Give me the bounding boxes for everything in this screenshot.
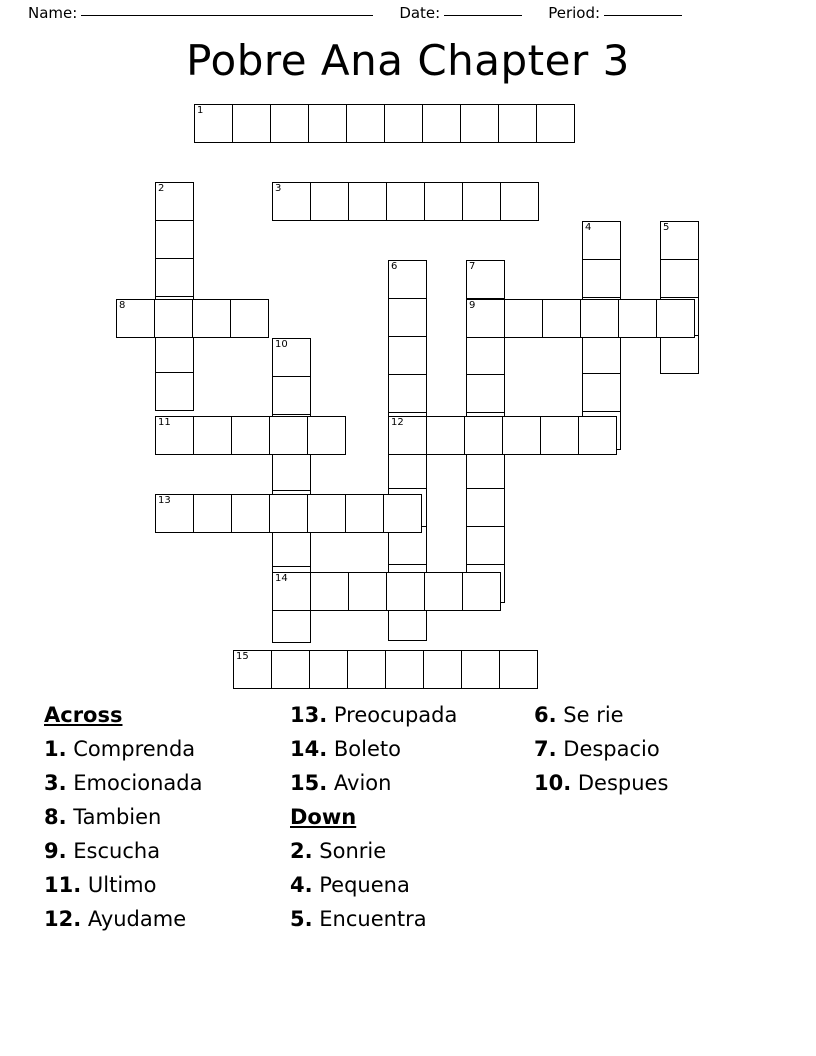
crossword-cell[interactable] (231, 416, 270, 455)
crossword-cell[interactable] (540, 416, 579, 455)
crossword-cell[interactable] (116, 299, 155, 338)
across-heading: Across (44, 703, 123, 727)
clue-number: 6. (534, 703, 557, 727)
crossword-cell[interactable] (582, 259, 621, 298)
crossword-cell[interactable] (466, 526, 505, 565)
cell-number: 13 (158, 495, 171, 506)
crossword-cell[interactable] (422, 104, 461, 143)
crossword-cell[interactable] (155, 416, 194, 455)
clue-item (44, 868, 284, 902)
clue-text: Comprenda (66, 737, 196, 761)
crossword-cell[interactable] (346, 104, 385, 143)
crossword-cell[interactable] (383, 494, 422, 533)
crossword-cell[interactable] (310, 572, 349, 611)
crossword-cell[interactable] (384, 104, 423, 143)
crossword-cell[interactable] (233, 650, 272, 689)
crossword-cell[interactable] (269, 494, 308, 533)
cell-number: 1 (197, 105, 204, 116)
crossword-cell[interactable] (307, 494, 346, 533)
cell-number: 5 (663, 222, 670, 233)
crossword-cell[interactable] (194, 104, 233, 143)
crossword-cell[interactable] (499, 650, 538, 689)
crossword-grid (0, 104, 816, 694)
clue-number: 3. (44, 771, 67, 795)
crossword-cell[interactable] (155, 372, 194, 411)
crossword-cell[interactable] (155, 258, 194, 297)
crossword-cell[interactable] (231, 494, 270, 533)
crossword-cell[interactable] (348, 182, 387, 221)
clue-text: Despues (571, 771, 669, 795)
date-label: Date: (399, 4, 441, 22)
clue-text: Tambien (66, 805, 162, 829)
clue-item (290, 732, 530, 766)
crossword-cell[interactable] (388, 374, 427, 413)
clue-number: 8. (44, 805, 67, 829)
crossword-cell[interactable] (347, 650, 386, 689)
clue-number: 10. (534, 771, 572, 795)
clue-item (290, 698, 530, 732)
crossword-cell[interactable] (154, 299, 193, 338)
crossword-cell[interactable] (193, 494, 232, 533)
page-title: Pobre Ana Chapter 3 (186, 36, 630, 85)
crossword-cell[interactable] (386, 572, 425, 611)
crossword-cell[interactable] (272, 452, 311, 491)
crossword-cell[interactable] (582, 373, 621, 412)
crossword-cell[interactable] (388, 260, 427, 299)
crossword-cell[interactable] (386, 182, 425, 221)
clue-text: Ayudame (81, 907, 187, 931)
crossword-cell[interactable] (308, 104, 347, 143)
crossword-cell[interactable] (272, 182, 311, 221)
clue-number: 1. (44, 737, 67, 761)
crossword-cell[interactable] (504, 299, 543, 338)
clue-item (44, 766, 284, 800)
clue-number: 14. (290, 737, 328, 761)
name-field[interactable] (28, 4, 373, 22)
clue-number: 12. (44, 907, 82, 931)
clue-item (44, 800, 284, 834)
crossword-cell[interactable] (466, 299, 505, 338)
cell-number: 3 (275, 183, 282, 194)
clue-item (290, 834, 530, 868)
clue-number: 2. (290, 839, 313, 863)
crossword-cell[interactable] (155, 494, 194, 533)
crossword-cell[interactable] (578, 416, 617, 455)
crossword-cell[interactable] (582, 335, 621, 374)
clue-text: Avion (327, 771, 392, 795)
crossword-cell[interactable] (466, 260, 505, 299)
crossword-cell[interactable] (536, 104, 575, 143)
crossword-cell[interactable] (618, 299, 657, 338)
crossword-cell[interactable] (192, 299, 231, 338)
crossword-cell[interactable] (309, 650, 348, 689)
crossword-cell[interactable] (155, 182, 194, 221)
crossword-cell[interactable] (660, 259, 699, 298)
clue-column-2 (290, 698, 530, 936)
clue-text: Se rie (556, 703, 624, 727)
clue-number: 15. (290, 771, 328, 795)
clue-number: 7. (534, 737, 557, 761)
crossword-cell[interactable] (269, 416, 308, 455)
clue-number: 4. (290, 873, 313, 897)
crossword-cell[interactable] (270, 104, 309, 143)
clue-text: Boleto (327, 737, 401, 761)
clue-item (534, 732, 784, 766)
cell-number: 15 (236, 651, 249, 662)
worksheet-header (28, 0, 788, 26)
crossword-cell[interactable] (580, 299, 619, 338)
crossword-cell[interactable] (462, 182, 501, 221)
crossword-cell[interactable] (660, 335, 699, 374)
crossword-cell[interactable] (423, 650, 462, 689)
crossword-cell[interactable] (660, 221, 699, 260)
period-label: Period: (548, 4, 601, 22)
crossword-cell[interactable] (498, 104, 537, 143)
cell-number: 9 (469, 300, 476, 311)
crossword-cell[interactable] (466, 336, 505, 375)
name-rule (81, 15, 373, 16)
crossword-cell[interactable] (656, 299, 695, 338)
crossword-cell[interactable] (388, 298, 427, 337)
date-rule (444, 15, 522, 16)
clue-item (534, 698, 784, 732)
clue-text: Pequena (312, 873, 410, 897)
cell-number: 4 (585, 222, 592, 233)
cell-number: 6 (391, 261, 398, 272)
clue-text: Encuentra (312, 907, 427, 931)
clue-text: Escucha (66, 839, 161, 863)
cell-number: 7 (469, 261, 476, 272)
clue-item (44, 834, 284, 868)
cell-number: 8 (119, 300, 126, 311)
crossword-cell[interactable] (345, 494, 384, 533)
crossword-cell[interactable] (155, 334, 194, 373)
crossword-cell[interactable] (193, 416, 232, 455)
cell-number: 2 (158, 183, 165, 194)
crossword-cell[interactable] (272, 338, 311, 377)
crossword-cell[interactable] (502, 416, 541, 455)
cell-number: 12 (391, 417, 404, 428)
clue-number: 9. (44, 839, 67, 863)
name-label: Name: (28, 4, 78, 22)
clue-item (290, 902, 530, 936)
crossword-cell[interactable] (424, 572, 463, 611)
cell-number: 11 (158, 417, 171, 428)
cell-number: 14 (275, 573, 288, 584)
crossword-cell[interactable] (310, 182, 349, 221)
crossword-cell[interactable] (582, 221, 621, 260)
clue-column-3 (534, 698, 784, 800)
clue-number: 11. (44, 873, 82, 897)
crossword-cell[interactable] (466, 374, 505, 413)
crossword-cell[interactable] (388, 336, 427, 375)
clue-item (534, 766, 784, 800)
crossword-cell[interactable] (464, 416, 503, 455)
clue-text: Ultimo (81, 873, 157, 897)
crossword-cell[interactable] (462, 572, 501, 611)
crossword-cell[interactable] (230, 299, 269, 338)
clue-text: Preocupada (327, 703, 458, 727)
crossword-cell[interactable] (461, 650, 500, 689)
crossword-cell[interactable] (272, 572, 311, 611)
crossword-cell[interactable] (426, 416, 465, 455)
down-heading: Down (290, 805, 357, 829)
crossword-cell[interactable] (424, 182, 463, 221)
crossword-cell[interactable] (388, 450, 427, 489)
crossword-cell[interactable] (388, 416, 427, 455)
clue-item (290, 868, 530, 902)
crossword-cell[interactable] (466, 488, 505, 527)
crossword-cell[interactable] (466, 450, 505, 489)
clue-number: 5. (290, 907, 313, 931)
crossword-cell[interactable] (272, 376, 311, 415)
period-rule (604, 15, 682, 16)
crossword-cell[interactable] (232, 104, 271, 143)
clue-column-1 (44, 698, 284, 936)
clue-item (44, 732, 284, 766)
date-field[interactable] (399, 4, 522, 22)
crossword-cell[interactable] (155, 220, 194, 259)
cell-number: 10 (275, 339, 288, 350)
crossword-cell[interactable] (460, 104, 499, 143)
crossword-cell[interactable] (542, 299, 581, 338)
crossword-cell[interactable] (271, 650, 310, 689)
clue-text: Despacio (556, 737, 660, 761)
crossword-cell[interactable] (385, 650, 424, 689)
crossword-cell[interactable] (500, 182, 539, 221)
crossword-cell[interactable] (348, 572, 387, 611)
clue-text: Sonrie (312, 839, 387, 863)
clue-item (44, 902, 284, 936)
crossword-cell[interactable] (272, 528, 311, 567)
clue-text: Emocionada (66, 771, 203, 795)
period-field[interactable] (548, 4, 682, 22)
clue-item (290, 766, 530, 800)
clue-number: 13. (290, 703, 328, 727)
crossword-cell[interactable] (307, 416, 346, 455)
